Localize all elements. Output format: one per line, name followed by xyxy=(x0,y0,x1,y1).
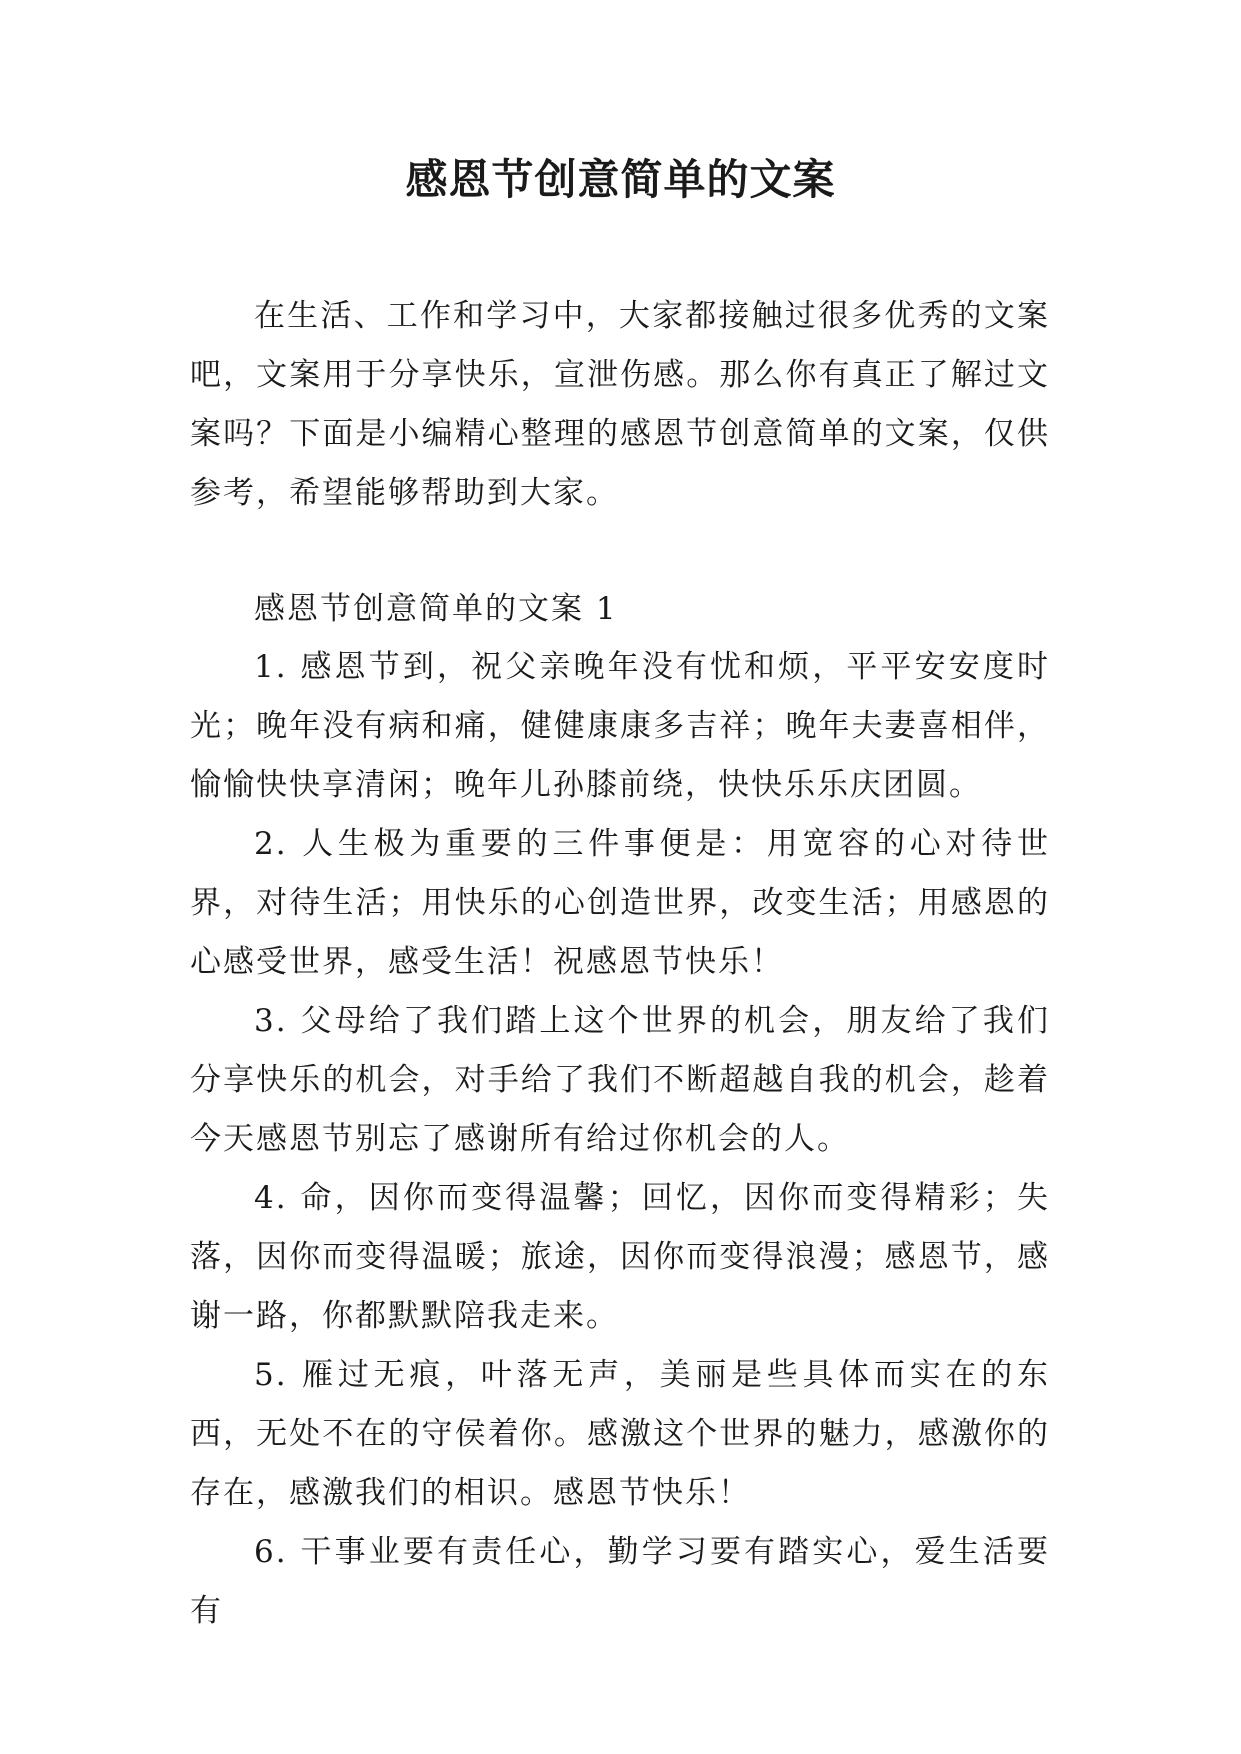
list-item: 4. 命，因你而变得温馨；回忆，因你而变得精彩；失落，因你而变得温暖；旅途，因你而变得浪漫；感恩节，感谢一路，你都默默陪我走来。 xyxy=(190,1180,1050,1334)
list-item: 1. 感恩节到，祝父亲晚年没有忧和烦，平平安安度时光；晚年没有病和痛，健健康康多吉祥；晚年夫妻喜相伴，愉愉快快享清闲；晚年儿孙膝前绕，快快乐乐庆团圆。 xyxy=(190,649,1050,803)
items-list xyxy=(190,638,1050,1641)
list-item: 3. 父母给了我们踏上这个世界的机会，朋友给了我们分享快乐的机会，对手给了我们不断超越自我的机会，趁着今天感恩节别忘了感谢所有给过你机会的人。 xyxy=(190,1003,1050,1157)
list-item: 2. 人生极为重要的三件事便是：用宽容的心对待世界，对待生活；用快乐的心创造世界，改变生活；用感恩的心感受世界，感受生活！祝感恩节快乐！ xyxy=(190,826,1050,980)
list-item: 5. 雁过无痕，叶落无声，美丽是些具体而实在的东西，无处不在的守侯着你。感激这个世界的魅力，感激你的存在，感激我们的相识。感恩节快乐！ xyxy=(190,1357,1050,1511)
document-title: 感恩节创意简单的文案 xyxy=(405,155,836,204)
section-heading: 感恩节创意简单的文案 1 xyxy=(254,591,618,627)
intro-paragraph: 在生活、工作和学习中，大家都接触过很多优秀的文案吧，文案用于分享快乐，宣泄伤感。那么你有真正了解过文案吗？下面是小编精心整理的感恩节创意简单的文案，仅供参考，希望能够帮助到大家。 xyxy=(190,298,1050,511)
list-item: 6. 干事业要有责任心，勤学习要有踏实心，爱生活要有 xyxy=(190,1534,1050,1629)
intro-block xyxy=(190,287,1050,523)
